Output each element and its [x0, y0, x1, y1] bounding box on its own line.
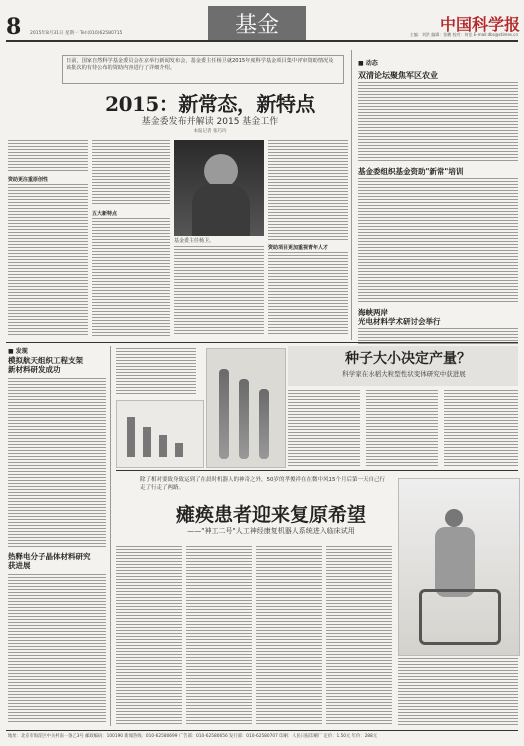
page-number: 8	[6, 14, 22, 40]
lead-column-4	[268, 140, 348, 240]
sidebar-item-3-title: 海峡两岸 光电材料学术研讨会举行	[358, 308, 441, 326]
intro-text: 日前，国家自然科学基金委员会在京举行新闻发布会，基金委主任杨卫就2015年度科学基金项目集中评审资助情况及该批次的有待公布的资助内容进行了详细介绍。	[66, 58, 334, 71]
person-body	[192, 184, 250, 236]
robot-rule	[116, 470, 518, 471]
seed-title: 种子大小决定产量？	[345, 351, 471, 367]
seed-column-d	[444, 390, 518, 466]
lead-column-2b	[92, 218, 170, 336]
lower-left-item-2-title: 热释电分子晶体材料研究 获进展	[8, 552, 91, 570]
lead-subtitle: 基金委发布并解读 2015 基金工作	[141, 117, 279, 127]
seed-chart-bar	[175, 443, 183, 457]
rice-plant	[239, 379, 249, 459]
robot-lead: 除了相对要致身致运到了在晨时机器人的神奇之外，50岁的孝俊祥在在微中风15个月后第一天自己行走了行走了两路。	[140, 477, 386, 491]
lead-photo	[174, 140, 264, 236]
lead-column-1b	[8, 184, 88, 336]
robot-photo	[398, 478, 520, 656]
patient-body	[435, 527, 475, 597]
mid-rule	[6, 342, 518, 343]
seed-subtitle: 科学家在水稻大粒型性状变体研究中获进展	[342, 370, 466, 378]
person-figure	[204, 154, 238, 188]
patient-head	[445, 509, 463, 527]
seed-column-b	[288, 390, 360, 466]
lead-column-3	[174, 246, 264, 336]
lead-photo-caption: 基金委主任杨卫。	[174, 238, 215, 244]
seed-column-c	[366, 390, 438, 466]
seed-column-a	[116, 348, 196, 396]
lower-left-label: ■ 发现	[8, 348, 28, 355]
lead-column-2	[92, 140, 170, 206]
robot-column-1	[116, 546, 182, 726]
robot-column-3	[256, 546, 322, 726]
sidebar-label: ■ 动态	[358, 60, 378, 67]
sidebar-divider	[351, 50, 352, 340]
lower-left-item-1-title: 模拟航天组织工程支架 新材料研发成功	[8, 356, 83, 374]
seed-chart	[116, 400, 204, 468]
lower-left-item-2-body	[8, 574, 106, 724]
lower-left-divider	[110, 346, 111, 726]
sidebar-item-2-body	[358, 178, 518, 304]
lower-left-item-1-body	[8, 378, 106, 548]
robot-title: 瘫痪患者迎来复原希望	[175, 504, 366, 526]
lead-column-4b	[268, 252, 348, 336]
seed-chart-bar	[143, 427, 151, 457]
footer-rule	[6, 730, 518, 731]
masthead-logo: 中国科学报	[440, 15, 521, 34]
rice-plant	[219, 369, 229, 459]
sidebar-item-1-title: 双清论坛聚焦军区农业	[358, 71, 438, 80]
lead-heading-2: 五大新特点	[92, 211, 118, 217]
robot-subtitle: ——"神工二号"人工神经康复机器人系统进入临床试用	[187, 527, 355, 535]
robot-column-4	[326, 546, 392, 726]
lead-column-1	[8, 140, 88, 172]
robot-column-5	[398, 658, 518, 726]
rice-plant	[259, 389, 269, 459]
seed-chart-bar	[159, 435, 167, 457]
sidebar-item-3-body	[358, 328, 518, 348]
lead-heading-1: 资助更注重原创性	[8, 177, 49, 183]
lead-title: 2015：新常态，新特点	[105, 92, 315, 116]
header-rule	[6, 40, 518, 42]
lead-byline: 本报记者 张巧玲	[193, 129, 227, 134]
seed-chart-bar	[127, 417, 135, 457]
lead-heading-3: 资助项目更加重视青年人才	[268, 245, 329, 251]
seed-rice-photo	[206, 348, 286, 468]
section-title: 基金	[234, 13, 279, 38]
masthead-subline: 主编：刘洪 编辑：张鹏 校对：何佳 E-mail:dbs@stimes.cn	[409, 32, 518, 37]
dateline: 2015年8月31日 星期一 Tel:(010)62580715	[30, 31, 123, 36]
footer-text: 地址：北京市海淀区中关村南一条乙3号 邮政编码：100190 新闻热线：010-62580699 广告部：010-62580656 发行部：010-62580707 印刷：人民日报印刷厂 定价：1.50元 年价：288元	[8, 734, 378, 739]
sidebar-item-2-title: 基金委组织基金资助"新常"培训	[358, 167, 464, 176]
sidebar-item-1-body	[358, 82, 518, 162]
robot-column-2	[186, 546, 252, 726]
robot-frame	[419, 589, 501, 645]
